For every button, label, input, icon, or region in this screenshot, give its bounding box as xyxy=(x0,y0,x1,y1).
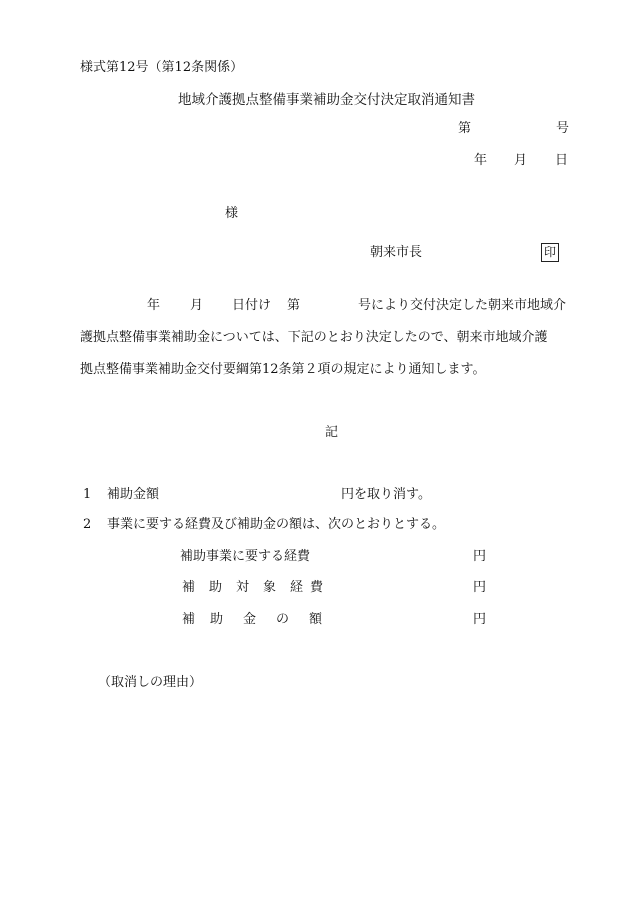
item2-number: 2 xyxy=(83,517,92,532)
cost-label-char: 助 xyxy=(210,612,224,627)
cost-label-char: の xyxy=(276,612,290,627)
sender-name: 朝来市長 xyxy=(370,245,423,260)
cost-label-char: 経 xyxy=(290,580,304,595)
item1-label: 補助金額 xyxy=(107,487,160,502)
body-line1-rest: 号により交付決定した朝来市地域介 xyxy=(358,298,567,313)
cost-label-char: 金 xyxy=(243,612,257,627)
document-title: 地域介護拠点整備事業補助金交付決定取消通知書 xyxy=(178,92,475,108)
item1-number: 1 xyxy=(83,487,92,502)
cost-label-char: 象 xyxy=(263,580,277,595)
doc-number-go: 号 xyxy=(556,121,570,136)
cost-unit: 円 xyxy=(473,612,487,627)
item1-suffix: 円を取り消す。 xyxy=(341,487,431,502)
body-day-suffix: 日付け xyxy=(232,298,272,313)
form-number: 様式第12号（第12条関係） xyxy=(80,60,244,75)
body-dai: 第 xyxy=(287,298,301,313)
ki-heading: 記 xyxy=(325,425,339,440)
cost-label-char: 補 xyxy=(182,612,196,627)
date-month: 月 xyxy=(514,153,528,168)
cost-label-char: 対 xyxy=(236,580,250,595)
date-day: 日 xyxy=(555,153,569,168)
cost-label-char: 助 xyxy=(209,580,223,595)
reason-heading: （取消しの理由） xyxy=(98,675,203,690)
cost-unit: 円 xyxy=(473,549,487,564)
body-year: 年 xyxy=(147,298,161,313)
cost-label: 補助事業に要する経費 xyxy=(180,549,311,564)
cost-label-char: 額 xyxy=(309,612,323,627)
cost-label-char: 費 xyxy=(310,580,324,595)
cost-label-char: 補 xyxy=(182,580,196,595)
body-line2: 護拠点整備事業補助金については、下記のとおり決定したので、朝来市地域介護 xyxy=(80,330,548,345)
doc-number-dai: 第 xyxy=(458,121,472,136)
date-year: 年 xyxy=(474,153,488,168)
addressee-sama: 様 xyxy=(225,206,239,221)
seal-mark: 印 xyxy=(541,243,559,262)
body-month: 月 xyxy=(190,298,204,313)
item2-label: 事業に要する経費及び補助金の額は、次のとおりとする。 xyxy=(107,517,446,532)
cost-unit: 円 xyxy=(473,580,487,595)
body-line3: 拠点整備事業補助金交付要綱第12条第２項の規定により通知します。 xyxy=(80,362,486,377)
